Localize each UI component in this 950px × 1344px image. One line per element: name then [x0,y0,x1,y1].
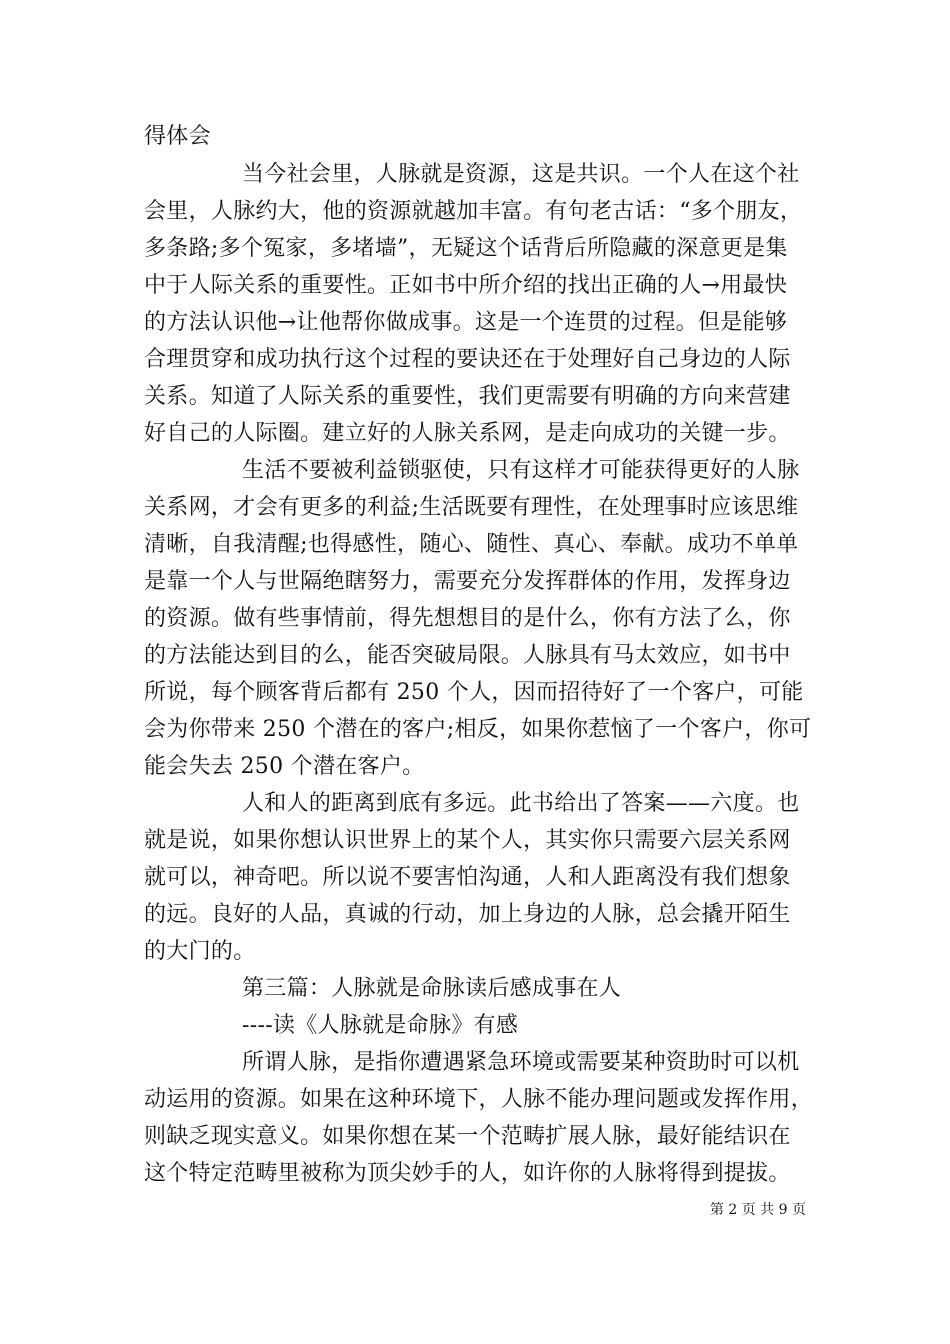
text-line: 好自己的人际圈。建立好的人脉关系网，是走向成功的关键一步。 [144,421,791,446]
text-line: 的远。良好的人品，真诚的行动，加上身边的人脉，总会撬开陌生 [144,902,791,927]
text-line: 得体会 [144,124,211,149]
text-line: 就可以，神奇吧。所以说不要害怕沟通，人和人距离没有我们想象 [144,865,791,890]
paragraph-first-line: 当今社会里，人脉就是资源，这是共识。一个人在这个社 [242,162,800,187]
text-line: 会为你带来 250 个潜在的客户;相反，如果你惹恼了一个客户，你可 [144,717,812,742]
section-subheading: ----读《人脉就是命脉》有感 [242,1013,519,1038]
page-number-footer: 第 2 页 共 9 页 [709,1202,806,1218]
text-line: 合理贯穿和成功执行这个过程的要诀还在于处理好自己身边的人际 [144,347,791,372]
text-line: 是靠一个人与世隔绝瞎努力，需要充分发挥群体的作用，发挥身边 [144,569,791,594]
text-line: 这个特定范畴里被称为顶尖妙手的人，如许你的人脉将得到提拔。 [144,1161,791,1186]
text-line: 多条路;多个冤家，多堵墙”，无疑这个话背后所隐藏的深意更是集 [144,236,788,261]
text-line: 则缺乏现实意义。如果你想在某一个范畴扩展人脉，最好能结识在 [144,1124,791,1149]
paragraph-first-line: 所谓人脉，是指你遭遇紧急环境或需要某种资助时可以机 [242,1050,800,1075]
text-line: 能会失去 250 个潜在客户。 [144,754,425,779]
text-line: 就是说，如果你想认识世界上的某个人，其实你只需要六层关系网 [144,828,791,853]
text-line: 的资源。做有些事情前，得先想想目的是什么，你有方法了么，你 [144,606,791,631]
text-line: 关系。知道了人际关系的重要性，我们更需要有明确的方向来营建 [144,384,791,409]
text-line: 中于人际关系的重要性。正如书中所介绍的找出正确的人→用最快 [144,273,788,298]
paragraph-first-line: 生活不要被利益锁驱使，只有这样才可能获得更好的人脉 [242,458,800,483]
text-line: 会里，人脉约大，他的资源就越加丰富。有句老古话：“多个朋友， [144,199,803,224]
text-line: 动运用的资源。如果在这种环境下，人脉不能办理问题或发挥作用， [144,1087,814,1112]
text-line: 的方法认识他→让他帮你做成事。这是一个连贯的过程。但是能够 [144,310,788,335]
section-heading: 第三篇：人脉就是命脉读后感成事在人 [242,976,622,1001]
text-line: 清晰，自我清醒;也得感性，随心、随性、真心、奉献。成功不单单 [144,532,799,557]
paragraph-first-line: 人和人的距离到底有多远。此书给出了答案——六度。也 [242,791,800,816]
text-line: 关系网，才会有更多的利益;生活既要有理性，在处理事时应该思维 [144,495,799,520]
text-line: 的大门的。 [144,939,256,964]
text-line: 所说，每个顾客背后都有 250 个人，因而招待好了一个客户，可能 [144,680,804,705]
text-line: 的方法能达到目的么，能否突破局限。人脉具有马太效应，如书中 [144,643,791,668]
